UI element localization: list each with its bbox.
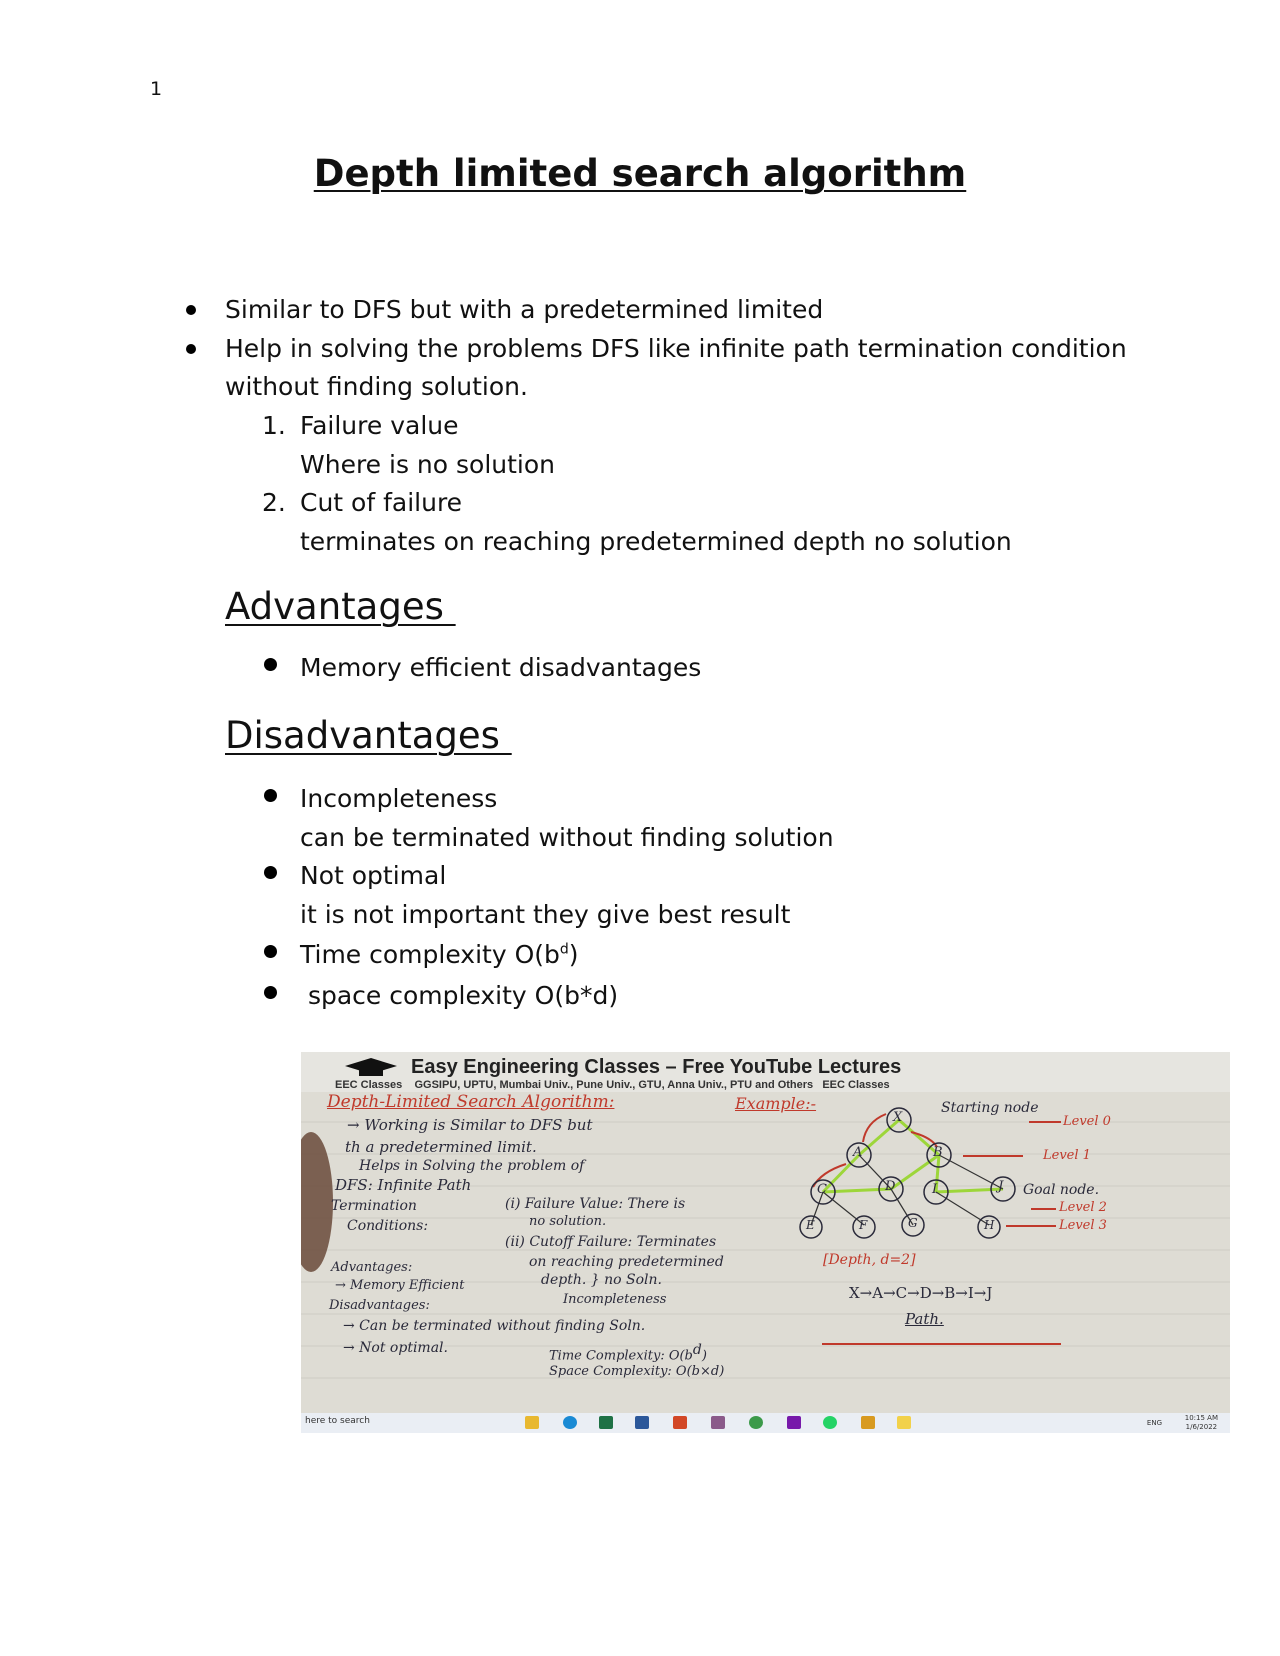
notes-line: Disadvantages: bbox=[329, 1298, 430, 1313]
node-label: E bbox=[806, 1218, 815, 1232]
list-number: 2. bbox=[262, 488, 286, 517]
path-label: Path. bbox=[905, 1310, 944, 1328]
bullet-dot bbox=[186, 305, 196, 315]
node-label: B bbox=[933, 1145, 943, 1160]
word-icon bbox=[635, 1416, 649, 1429]
advantage-item: Memory efficient disadvantages bbox=[300, 653, 702, 682]
bullet-dot bbox=[264, 986, 277, 999]
taskbar-lang: ENG bbox=[1146, 1419, 1162, 1427]
notes-line: Space Complexity: O(b×d) bbox=[549, 1364, 725, 1379]
app-icon bbox=[861, 1416, 875, 1429]
embedded-taskbar bbox=[301, 1413, 1230, 1433]
app-icon bbox=[711, 1416, 725, 1429]
page-title: Depth limited search algorithm bbox=[313, 152, 967, 195]
node-label: G bbox=[908, 1216, 918, 1230]
disadvantage-detail: can be terminated without finding solution bbox=[300, 823, 834, 852]
node-label: D bbox=[885, 1179, 896, 1194]
lecture-screenshot bbox=[301, 1052, 1230, 1432]
notes-line: DFS: Infinite Path bbox=[335, 1176, 472, 1194]
condition-label: Failure value bbox=[300, 411, 459, 440]
notes-line: on reaching predetermined bbox=[529, 1254, 724, 1270]
excel-icon bbox=[599, 1416, 613, 1429]
notes-line: → Can be terminated without finding Soln. bbox=[343, 1318, 646, 1334]
onenote-icon bbox=[787, 1416, 801, 1429]
level-label: Level 2 bbox=[1059, 1200, 1107, 1215]
clock-time: 10:15 AM bbox=[1184, 1414, 1218, 1422]
goal-node-label: Goal node. bbox=[1023, 1182, 1100, 1198]
notes-line: no solution. bbox=[529, 1214, 607, 1229]
notes-line: Advantages: bbox=[331, 1260, 413, 1275]
notes-line: Time Complexity: $O(b^d)$ bbox=[549, 1342, 707, 1364]
whatsapp-icon bbox=[823, 1416, 837, 1429]
notes-line: Incompleteness bbox=[563, 1292, 667, 1307]
notes-line: → Working is Similar to DFS but bbox=[347, 1116, 593, 1134]
bullet-dot bbox=[264, 945, 277, 958]
intro-bullet-2-continuation: without finding solution. bbox=[225, 372, 528, 401]
condition-detail: terminates on reaching predetermined depth no solution bbox=[300, 527, 1012, 556]
notes-line: depth. } no Soln. bbox=[541, 1272, 662, 1288]
node-label: J bbox=[998, 1179, 1004, 1194]
condition-label: Cut of failure bbox=[300, 488, 463, 517]
file-explorer-icon bbox=[525, 1416, 539, 1429]
notes-line: → Not optimal. bbox=[343, 1340, 448, 1356]
node-label: F bbox=[859, 1218, 868, 1232]
lecture-subtitle: EEC Classes GGSIPU, UPTU, Mumbai Univ., Pune Univ., GTU, Anna Univ., PTU and Others EEC Classes bbox=[335, 1079, 890, 1091]
list-number: 1. bbox=[262, 411, 286, 440]
intro-bullet-2: Help in solving the problems DFS like infinite path termination condition bbox=[225, 334, 1127, 363]
disadvantages-heading: Disadvantages bbox=[225, 714, 512, 757]
clock-date: 1/6/2022 bbox=[1185, 1423, 1218, 1431]
intro-bullet-1: Similar to DFS but with a predetermined limited bbox=[225, 295, 824, 324]
space-complexity: space complexity O(b*d) bbox=[300, 981, 619, 1010]
bullet-dot bbox=[264, 658, 277, 671]
notes-line: Conditions: bbox=[347, 1218, 429, 1234]
condition-detail: Where is no solution bbox=[300, 450, 556, 479]
node-label: A bbox=[853, 1145, 863, 1160]
notes-line: Helps in Solving the problem of bbox=[359, 1158, 585, 1174]
starting-node-label: Starting node bbox=[941, 1100, 1039, 1116]
advantages-heading: Advantages bbox=[225, 585, 456, 628]
level-label: Level 0 bbox=[1063, 1114, 1111, 1129]
bullet-dot bbox=[186, 344, 196, 354]
notes-line: th a predetermined limit. bbox=[345, 1138, 537, 1156]
node-label: H bbox=[984, 1218, 995, 1232]
notes-line: (i) Failure Value: There is bbox=[505, 1196, 686, 1212]
time-complexity: Time complexity $O(b^d)$ bbox=[300, 940, 579, 969]
edge-icon bbox=[563, 1416, 577, 1429]
taskbar-clock bbox=[1146, 1414, 1218, 1432]
disadvantage-label: Not optimal bbox=[300, 861, 447, 890]
notes-title: Depth-Limited Search Algorithm: bbox=[327, 1092, 615, 1112]
level-label: Level 3 bbox=[1059, 1218, 1107, 1233]
node-label: X bbox=[893, 1110, 903, 1125]
app-icon bbox=[897, 1416, 911, 1429]
depth-note: [Depth, d=2] bbox=[823, 1252, 916, 1268]
bullet-dot bbox=[264, 789, 277, 802]
bullet-dot bbox=[264, 866, 277, 879]
taskbar-search-text: here to search bbox=[305, 1416, 370, 1426]
disadvantage-detail: it is not important they give best result bbox=[300, 900, 791, 929]
notes-line: Termination bbox=[331, 1198, 417, 1214]
disadvantage-label: Incompleteness bbox=[300, 784, 498, 813]
notes-line: (ii) Cutoff Failure: Terminates bbox=[505, 1234, 717, 1250]
level-label: Level 1 bbox=[1043, 1148, 1091, 1163]
page-number: 1 bbox=[150, 78, 163, 100]
node-label: I bbox=[932, 1182, 938, 1197]
path-sequence: X→A→C→D→B→I→J bbox=[849, 1284, 993, 1302]
lecture-title: Easy Engineering Classes – Free YouTube Lectures bbox=[411, 1056, 902, 1078]
powerpoint-icon bbox=[673, 1416, 687, 1429]
notes-line: → Memory Efficient bbox=[335, 1278, 465, 1293]
chrome-icon bbox=[749, 1416, 763, 1429]
node-label: C bbox=[817, 1182, 827, 1197]
example-label: Example:- bbox=[735, 1094, 817, 1113]
